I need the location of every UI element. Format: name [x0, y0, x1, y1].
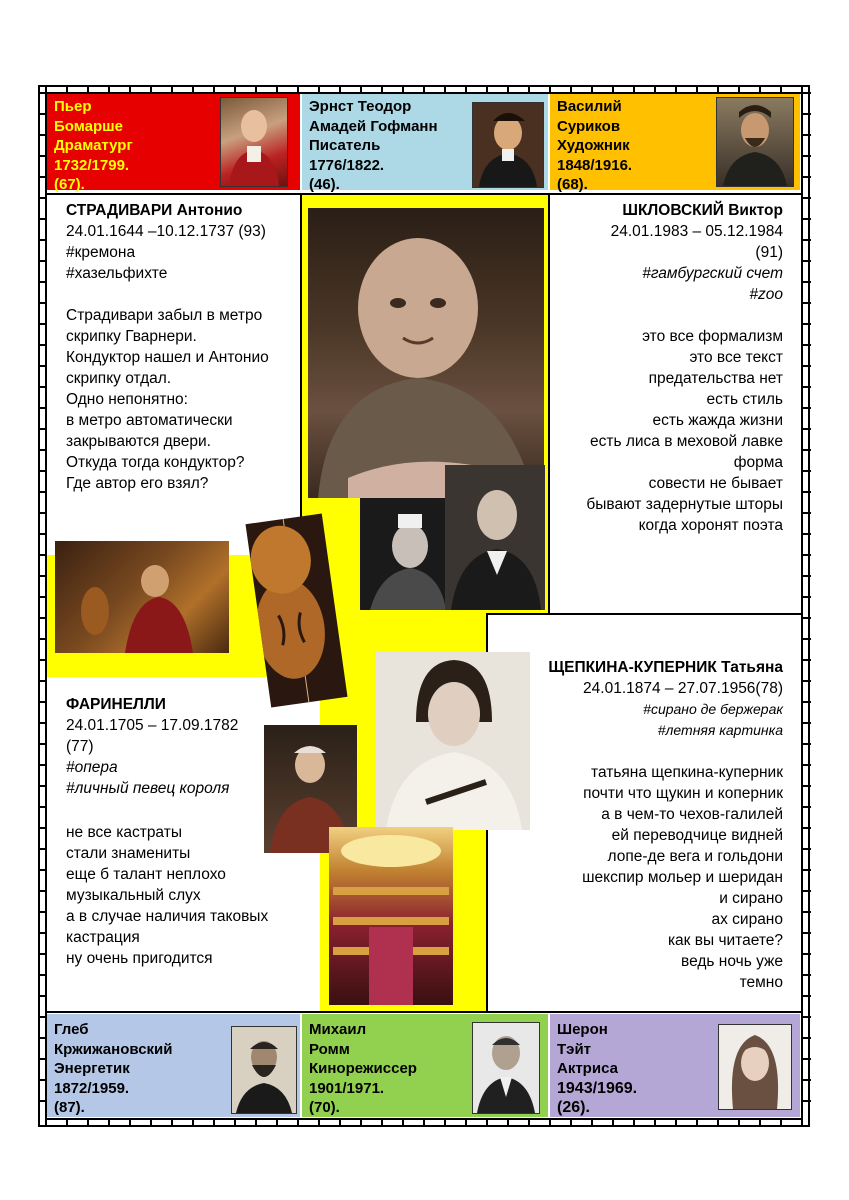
- frame-rung: [381, 1119, 383, 1127]
- frame-rung: [528, 1119, 530, 1127]
- shchepkina-poem-line: ведь ночь уже: [681, 953, 783, 970]
- photo-shklovsky-small-1: [360, 498, 450, 610]
- frame-rung: [38, 701, 46, 703]
- frame-rung: [38, 764, 46, 766]
- frame-rung: [803, 554, 811, 556]
- frame-rung: [38, 323, 46, 325]
- frame-rung: [803, 155, 811, 157]
- shklovsky-poem-line: есть жажда жизни: [652, 412, 783, 429]
- frame-rung: [803, 869, 811, 871]
- divider-right-vertical: [548, 193, 550, 613]
- stradivari-dates: 24.01.1644 –10.12.1737 (93): [66, 223, 266, 240]
- frame-rung: [675, 1119, 677, 1127]
- frame-rung: [402, 85, 404, 93]
- frame-rung: [38, 827, 46, 829]
- frame-rung: [465, 1119, 467, 1127]
- frame-rung: [38, 869, 46, 871]
- farinelli-poem-line: стали знамениты: [66, 845, 191, 862]
- frame-rung: [803, 449, 811, 451]
- frame-rung: [803, 176, 811, 178]
- divider-bottom: [45, 1011, 803, 1013]
- frame-rung: [38, 533, 46, 535]
- frame-rung: [803, 491, 811, 493]
- frame-rung: [38, 638, 46, 640]
- frame-rung: [129, 85, 131, 93]
- card-beaumarchais-text: Пьер Бомарше Драматург 1732/1799. (67).: [54, 98, 133, 193]
- frame-rung: [803, 1037, 811, 1039]
- farinelli-poem-line: музыкальный слух: [66, 887, 201, 904]
- frame-rung: [339, 1119, 341, 1127]
- frame-rung: [297, 1119, 299, 1127]
- frame-rung: [803, 1016, 811, 1018]
- portrait-tate: [718, 1024, 792, 1110]
- frame-rung: [803, 260, 811, 262]
- frame-rung: [87, 1119, 89, 1127]
- frame-rung: [675, 85, 677, 93]
- frame-rung: [803, 323, 811, 325]
- frame-rung: [549, 85, 551, 93]
- farinelli-tag-2: #личный певец короля: [66, 780, 230, 797]
- frame-rung: [803, 680, 811, 682]
- frame-rung: [528, 85, 530, 93]
- shchepkina-poem-line: как вы читаете?: [667, 932, 783, 949]
- shchepkina-tag-1: #сирано де бержерак: [643, 701, 783, 717]
- frame-rung: [803, 113, 811, 115]
- frame-rung: [38, 470, 46, 472]
- frame-rung: [803, 638, 811, 640]
- frame-rung: [38, 197, 46, 199]
- frame-rung: [38, 491, 46, 493]
- photo-shchepkina-icon: [376, 652, 530, 830]
- card-tate: [550, 1014, 800, 1117]
- frame-rung: [381, 85, 383, 93]
- shklovsky-poem-line: бывают задернутые шторы: [586, 496, 783, 513]
- frame-rung: [803, 92, 811, 94]
- frame-rung: [803, 848, 811, 850]
- frame-rung: [38, 953, 46, 955]
- photo-shklovsky-small-1-icon: [360, 498, 450, 610]
- frame-rung: [38, 113, 46, 115]
- frame-rung: [803, 953, 811, 955]
- photo-shklovsky-small-2-icon: [445, 465, 545, 610]
- frame-rung: [360, 1119, 362, 1127]
- card-surikov-text: Василий Суриков Художник 1848/1916. (68).: [557, 98, 633, 193]
- shklovsky-poem-line: совести не бывает: [648, 475, 783, 492]
- frame-rung: [38, 743, 46, 745]
- shchepkina-poem-line: и сирано: [719, 890, 783, 907]
- frame-rung: [803, 302, 811, 304]
- portrait-krzhizhanovsky-icon: [232, 1027, 296, 1113]
- portrait-tate-icon: [719, 1025, 791, 1109]
- frame-rung: [38, 1058, 46, 1060]
- shchepkina-poem-line: темно: [739, 974, 783, 991]
- frame-rung: [803, 596, 811, 598]
- frame-rung: [38, 386, 46, 388]
- stradivari-poem-line: закрываются двери.: [66, 433, 211, 450]
- frame-rung: [803, 911, 811, 913]
- frame-rung: [803, 281, 811, 283]
- shklovsky-poem-line: когда хоронят поэта: [638, 517, 783, 534]
- frame-rung: [801, 1119, 803, 1127]
- shklovsky-dates: 24.01.1983 – 05.12.1984: [610, 223, 783, 240]
- frame-rung: [45, 1119, 47, 1127]
- frame-rung: [803, 701, 811, 703]
- frame-rung: [803, 218, 811, 220]
- shklovsky-title: ШКЛОВСКИЙ Виктор: [622, 202, 783, 219]
- frame-rung: [45, 85, 47, 93]
- shklovsky-poem-line: форма: [733, 454, 783, 471]
- frame-rung: [803, 743, 811, 745]
- frame-rung: [108, 85, 110, 93]
- shchepkina-poem-line: почти что щукин и коперник: [583, 785, 783, 802]
- frame-rung: [803, 932, 811, 934]
- frame-rung: [129, 1119, 131, 1127]
- shklovsky-tag-1: #гамбургский счет: [642, 265, 783, 282]
- frame-rung: [255, 1119, 257, 1127]
- frame-rung: [803, 659, 811, 661]
- frame-rung: [38, 806, 46, 808]
- frame-rung: [38, 239, 46, 241]
- frame-rung: [276, 85, 278, 93]
- frame-rung: [402, 1119, 404, 1127]
- frame-rung: [38, 428, 46, 430]
- frame-rung: [192, 85, 194, 93]
- stradivari-poem-line: Где автор его взял?: [66, 475, 209, 492]
- photo-shklovsky-large-icon: [308, 208, 544, 498]
- frame-rung: [234, 1119, 236, 1127]
- farinelli-poem-line: не все кастраты: [66, 824, 182, 841]
- frame-rung: [38, 911, 46, 913]
- frame-rung: [339, 85, 341, 93]
- frame-rung: [803, 365, 811, 367]
- frame-rung: [759, 1119, 761, 1127]
- shchepkina-poem-line: ах сирано: [711, 911, 783, 928]
- photo-shchepkina: [376, 652, 530, 830]
- frame-rung: [38, 365, 46, 367]
- farinelli-age: (77): [66, 738, 94, 755]
- frame-rung: [38, 344, 46, 346]
- frame-rung: [276, 1119, 278, 1127]
- frame-rung: [803, 512, 811, 514]
- frame-rung: [803, 617, 811, 619]
- stradivari-poem-line: скрипку Гварнери.: [66, 328, 197, 345]
- shklovsky-poem-line: есть стиль: [706, 391, 783, 408]
- frame-rung: [507, 1119, 509, 1127]
- card-surikov: [550, 94, 800, 193]
- card-beaumarchais: [47, 94, 300, 193]
- frame-rung: [612, 1119, 614, 1127]
- frame-rung: [759, 85, 761, 93]
- farinelli-dates: 24.01.1705 – 17.09.1782: [66, 717, 239, 734]
- frame-rung: [803, 344, 811, 346]
- frame-rung: [803, 1100, 811, 1102]
- frame-rung: [803, 1058, 811, 1060]
- frame-rung: [38, 995, 46, 997]
- frame-rung: [803, 134, 811, 136]
- card-hoffmann-text: Эрнст Теодор Амадей Гофманн Писатель 1776/1822. (46).: [309, 98, 438, 193]
- frame-rung: [38, 155, 46, 157]
- stradivari-poem-line: в метро автоматически: [66, 412, 233, 429]
- shchepkina-dates: 24.01.1874 – 27.07.1956(78): [583, 680, 783, 697]
- portrait-surikov-icon: [717, 98, 793, 186]
- shchepkina-poem-line: татьяна щепкина-куперник: [591, 764, 783, 781]
- frame-rung: [570, 1119, 572, 1127]
- frame-rung: [38, 176, 46, 178]
- frame-rung: [297, 85, 299, 93]
- card-krzhizhanovsky: [47, 1014, 300, 1117]
- portrait-beaumarchais-icon: [221, 98, 287, 186]
- opera-hall-icon: [329, 827, 453, 1005]
- frame-rung: [803, 974, 811, 976]
- frame-rung: [803, 239, 811, 241]
- portrait-krzhizhanovsky: [231, 1026, 297, 1114]
- frame-rung: [38, 407, 46, 409]
- frame-rung: [38, 848, 46, 850]
- frame-rung: [38, 890, 46, 892]
- frame-rung: [591, 1119, 593, 1127]
- portrait-romm: [472, 1022, 540, 1114]
- frame-rung: [803, 806, 811, 808]
- frame-rung: [38, 512, 46, 514]
- card-krzhizhanovsky-text: Глеб Кржижановский Энергетик 1872/1959. (87).: [54, 1021, 173, 1116]
- shchepkina-poem-line: ей переводчице видней: [611, 827, 783, 844]
- frame-rung: [654, 1119, 656, 1127]
- frame-rung: [38, 617, 46, 619]
- frame-rung: [423, 1119, 425, 1127]
- shklovsky-poem-line: это все формализм: [642, 328, 783, 345]
- frame-rung: [38, 260, 46, 262]
- frame-rung: [803, 386, 811, 388]
- portrait-beaumarchais: [220, 97, 288, 187]
- frame-rung: [171, 1119, 173, 1127]
- frame-rung: [38, 974, 46, 976]
- frame-rung: [38, 932, 46, 934]
- card-tate-text: Шерон Тэйт Актриса 1943/1969. (26).: [557, 1021, 638, 1116]
- frame-rung: [803, 890, 811, 892]
- frame-rung: [318, 85, 320, 93]
- stradivari-poem-line: скрипку отдал.: [66, 370, 172, 387]
- frame-rung: [780, 85, 782, 93]
- frame-rung: [38, 302, 46, 304]
- stradivari-title: СТРАДИВАРИ Антонио: [66, 202, 243, 219]
- frame-rung: [38, 596, 46, 598]
- frame-rung: [318, 1119, 320, 1127]
- shklovsky-age: (91): [755, 244, 783, 261]
- frame-rung: [38, 722, 46, 724]
- frame-rung: [38, 659, 46, 661]
- frame-rung: [803, 995, 811, 997]
- frame-rung: [803, 1079, 811, 1081]
- frame-rung: [360, 85, 362, 93]
- photo-stradivari-painting: [55, 541, 229, 653]
- stradivari-poem-line: Одно непонятно:: [66, 391, 188, 408]
- frame-rung: [38, 554, 46, 556]
- frame-rung: [423, 85, 425, 93]
- photo-stradivari-painting-icon: [55, 541, 229, 653]
- frame-rung: [654, 85, 656, 93]
- shchepkina-title: ЩЕПКИНА-КУПЕРНИК Татьяна: [548, 659, 783, 676]
- frame-rung: [171, 85, 173, 93]
- frame-rung: [38, 1037, 46, 1039]
- frame-rung: [213, 85, 215, 93]
- frame-rung: [696, 1119, 698, 1127]
- frame-rung: [38, 134, 46, 136]
- shchepkina-tag-2: #летняя картинка: [657, 722, 783, 738]
- photo-shklovsky-large: [308, 208, 544, 498]
- frame-rung: [465, 85, 467, 93]
- frame-rung: [150, 1119, 152, 1127]
- frame-rung: [801, 85, 803, 93]
- photo-opera-hall: [329, 827, 453, 1005]
- shklovsky-poem-line: есть лиса в меховой лавке: [589, 433, 783, 450]
- farinelli-poem-line: кастрация: [66, 929, 140, 946]
- shchepkina-poem-line: лопе-де вега и гольдони: [607, 848, 783, 865]
- frame-rung: [213, 1119, 215, 1127]
- frame-rung: [717, 1119, 719, 1127]
- frame-rung: [738, 1119, 740, 1127]
- frame-rung: [38, 575, 46, 577]
- frame-rung: [612, 85, 614, 93]
- frame-rung: [38, 1100, 46, 1102]
- frame-rung: [803, 722, 811, 724]
- farinelli-poem-line: а в случае наличия таковых: [66, 908, 269, 925]
- divider-left-vertical: [300, 193, 302, 555]
- frame-rung: [803, 827, 811, 829]
- frame-rung: [486, 85, 488, 93]
- frame-rung: [38, 218, 46, 220]
- frame-rung: [570, 85, 572, 93]
- farinelli-title: ФАРИНЕЛЛИ: [66, 696, 166, 713]
- stradivari-tag-1: #кремона: [66, 244, 136, 261]
- card-romm-text: Михаил Ромм Кинорежиссер 1901/1971. (70).: [309, 1021, 417, 1116]
- frame-rung: [803, 470, 811, 472]
- farinelli-poem-line: ну очень пригодится: [66, 950, 213, 967]
- stradivari-poem-line: Кондуктор нашел и Антонио: [66, 349, 269, 366]
- frame-rung: [38, 1016, 46, 1018]
- frame-rung: [38, 1079, 46, 1081]
- stradivari-poem-line: Откуда тогда кондуктор?: [66, 454, 245, 471]
- shchepkina-poem-line: а в чем-то чехов-галилей: [601, 806, 783, 823]
- frame-rung: [38, 281, 46, 283]
- divider-right-mid: [486, 613, 803, 615]
- farinelli-tag-1: #опера: [66, 759, 118, 776]
- frame-rung: [66, 85, 68, 93]
- shklovsky-poem-line: это все текст: [689, 349, 783, 366]
- shklovsky-poem-line: предательства нет: [648, 370, 783, 387]
- frame-rung: [633, 1119, 635, 1127]
- frame-rung: [591, 85, 593, 93]
- frame-rung: [696, 85, 698, 93]
- farinelli-poem-line: еще б талант неплохо: [66, 866, 226, 883]
- frame-rung: [38, 449, 46, 451]
- portrait-hoffmann-icon: [473, 103, 543, 187]
- frame-rung: [738, 85, 740, 93]
- card-hoffmann: [302, 94, 548, 193]
- frame-rung: [234, 85, 236, 93]
- shchepkina-poem-line: шекспир мольер и шеридан: [582, 869, 783, 886]
- frame-rung: [780, 1119, 782, 1127]
- portrait-hoffmann: [472, 102, 544, 188]
- frame-rung: [507, 85, 509, 93]
- frame-rung: [38, 785, 46, 787]
- frame-rung: [87, 85, 89, 93]
- portrait-surikov: [716, 97, 794, 187]
- frame-rung: [803, 428, 811, 430]
- shklovsky-tag-2: #zoo: [749, 286, 783, 303]
- frame-rung: [150, 85, 152, 93]
- frame-rung: [255, 85, 257, 93]
- frame-rung: [108, 1119, 110, 1127]
- frame-rung: [717, 85, 719, 93]
- frame-rung: [803, 197, 811, 199]
- frame-rung: [633, 85, 635, 93]
- frame-rung: [803, 407, 811, 409]
- frame-rung: [486, 1119, 488, 1127]
- frame-rung: [192, 1119, 194, 1127]
- frame-rung: [803, 764, 811, 766]
- stradivari-tag-2: #хазельфихте: [66, 265, 168, 282]
- card-romm: [302, 1014, 548, 1117]
- frame-rung: [549, 1119, 551, 1127]
- frame-rung: [803, 575, 811, 577]
- frame-rung: [66, 1119, 68, 1127]
- photo-shklovsky-small-2: [445, 465, 545, 610]
- portrait-romm-icon: [473, 1023, 539, 1113]
- frame-rung: [803, 533, 811, 535]
- frame-rung: [444, 85, 446, 93]
- stradivari-poem-line: Страдивари забыл в метро: [66, 307, 263, 324]
- frame-rung: [444, 1119, 446, 1127]
- frame-rung: [38, 680, 46, 682]
- frame-rung: [803, 785, 811, 787]
